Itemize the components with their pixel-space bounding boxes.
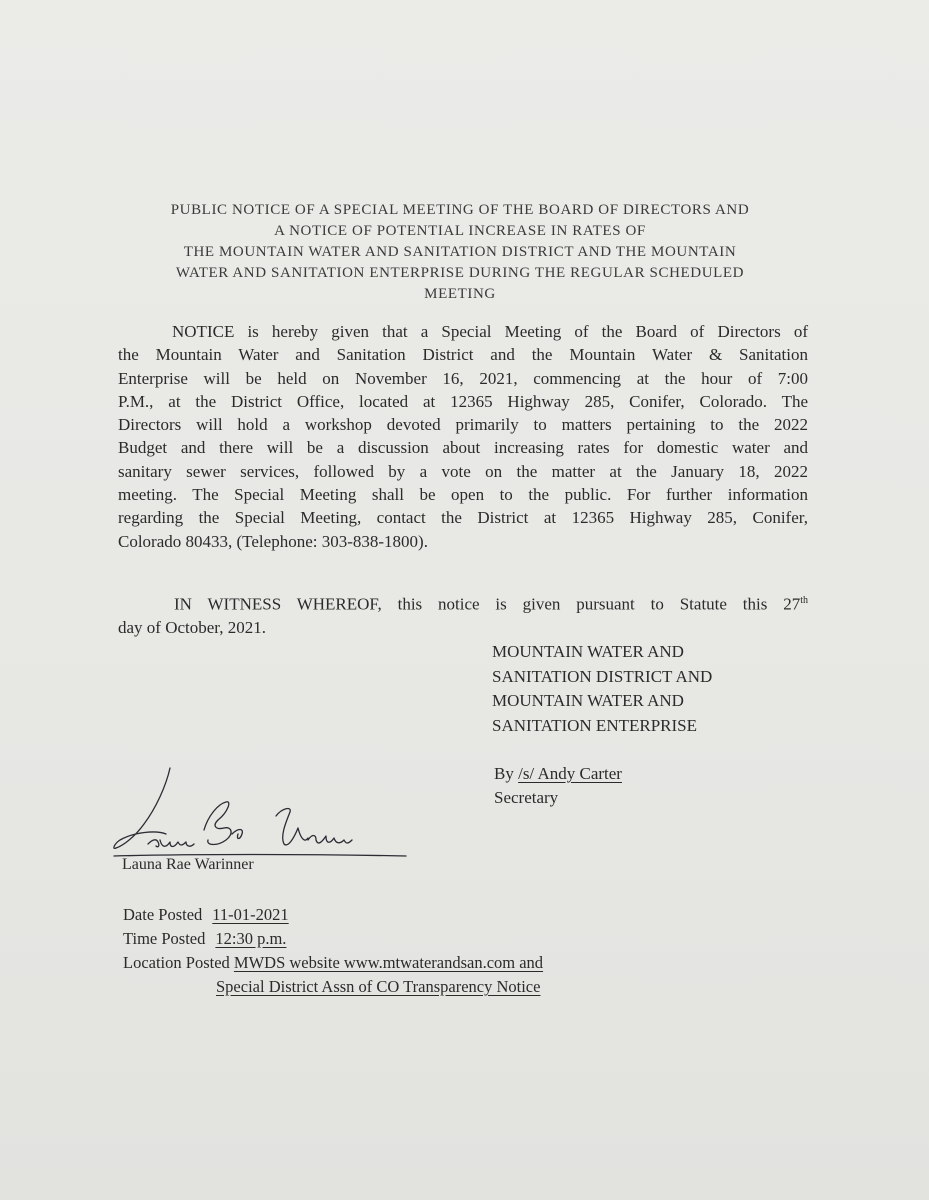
organization-line: MOUNTAIN WATER AND bbox=[492, 642, 684, 661]
signer-name: Launa Rae Warinner bbox=[122, 856, 254, 873]
by-line bbox=[494, 762, 622, 786]
paragraph-line: meeting. The Special Meeting shall be open to the public. For further information bbox=[118, 485, 808, 505]
location-posted-value: MWDS website www.mtwaterandsan.com and bbox=[233, 953, 544, 972]
location-posted-label: Location Posted bbox=[123, 953, 230, 972]
location-posted-row-2 bbox=[123, 975, 543, 999]
location-posted-value-2: Special District Assn of CO Transparency Notice bbox=[216, 977, 541, 996]
paragraph-line: Enterprise will be held on November 16, 2021, commencing at the hour of 7:00 bbox=[118, 368, 808, 388]
time-posted-label: Time Posted bbox=[123, 929, 206, 948]
paragraph-line: Budget and there will be a discussion about increasing rates for domestic water and bbox=[118, 438, 808, 458]
date-posted-label: Date Posted bbox=[123, 905, 203, 924]
paragraph-line: sanitary sewer services, followed by a vote on the matter at the January 18, 2022 bbox=[118, 461, 808, 481]
handwritten-signature bbox=[108, 760, 418, 870]
witness-paragraph bbox=[118, 589, 808, 639]
date-posted-row bbox=[123, 903, 543, 927]
title-line: A NOTICE OF POTENTIAL INCREASE IN RATES OF bbox=[274, 223, 646, 239]
paragraph-line: NOTICE is hereby given that a Special Meeting of the Board of Directors of bbox=[172, 322, 808, 341]
title-line: WATER AND SANITATION ENTERPRISE DURING THE REGULAR SCHEDULED bbox=[175, 265, 745, 281]
paragraph-line: the Mountain Water and Sanitation District and the Mountain Water & Sanitation bbox=[118, 345, 808, 365]
by-prefix: By bbox=[494, 764, 519, 783]
paragraph-line: Directors will hold a workshop devoted primarily to matters pertaining to the 2022 bbox=[118, 415, 808, 435]
posting-info bbox=[123, 903, 543, 999]
time-posted-value: 12:30 p.m. bbox=[215, 929, 287, 948]
notice-paragraph bbox=[118, 320, 808, 553]
organization-line: MOUNTAIN WATER AND bbox=[492, 691, 684, 710]
location-posted-row bbox=[123, 951, 543, 975]
organization-name bbox=[492, 640, 712, 738]
witness-line bbox=[118, 589, 808, 616]
secretary-signature-block bbox=[494, 762, 622, 810]
paragraph-line: Colorado 80433, (Telephone: 303-838-1800). bbox=[118, 531, 428, 551]
paragraph-line: regarding the Special Meeting, contact the District at 12365 Highway 285, Conifer, bbox=[118, 508, 808, 528]
notice-title bbox=[110, 200, 810, 305]
secretary-name: /s/ Andy Carter bbox=[518, 764, 622, 783]
organization-line: SANITATION ENTERPRISE bbox=[492, 715, 697, 735]
witness-line: day of October, 2021. bbox=[118, 617, 267, 637]
ordinal-suffix: th bbox=[800, 595, 808, 606]
secretary-role: Secretary bbox=[494, 788, 559, 807]
date-posted-value: 11-01-2021 bbox=[212, 905, 289, 924]
title-line: PUBLIC NOTICE OF A SPECIAL MEETING OF THE BOARD OF DIRECTORS AND bbox=[170, 202, 750, 218]
title-line: MEETING bbox=[424, 286, 496, 302]
time-posted-row bbox=[123, 927, 543, 951]
paragraph-line: P.M., at the District Office, located at 12365 Highway 285, Conifer, Colorado. The bbox=[118, 391, 808, 411]
title-line: THE MOUNTAIN WATER AND SANITATION DISTRICT AND THE MOUNTAIN bbox=[183, 244, 737, 260]
organization-line: SANITATION DISTRICT AND bbox=[492, 666, 713, 686]
witness-text: IN WITNESS WHEREOF, this notice is given pursuant to Statute this 27 bbox=[174, 594, 801, 614]
